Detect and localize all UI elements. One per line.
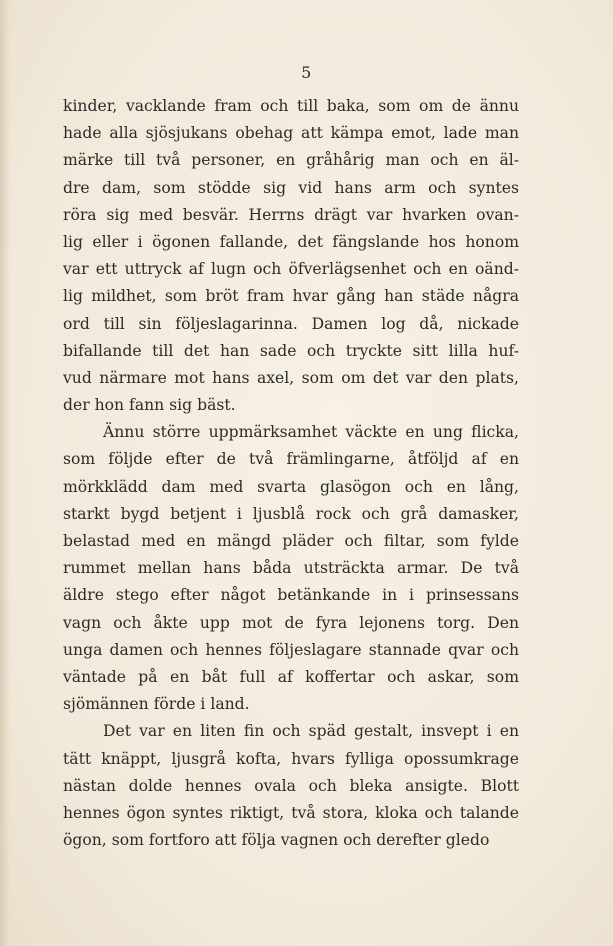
page-number: 5 (301, 63, 312, 82)
body-text (63, 93, 519, 854)
text-line: hennes ögon syntes riktigt, två stora, kloka och talande (63, 803, 519, 822)
text-line: vud närmare mot hans axel, som om det var den plats, (63, 368, 519, 387)
text-line: kinder, vacklande fram och till baka, som om de ännu (63, 97, 519, 115)
text-line: unga damen och hennes följeslagare stannade qvar och (63, 640, 519, 659)
paragraph (63, 718, 519, 854)
text-line: bifallande till det han sade och tryckte sitt lilla huf- (63, 341, 519, 360)
text-line: sjömännen förde i land. (63, 695, 250, 714)
text-line: lig eller i ögonen fallande, det fängslande hos honom (63, 232, 519, 251)
text-line: mörkklädd dam med svarta glasögon och en lång, (63, 477, 519, 496)
text-line: äldre stego efter något betänkande in i prinsessans (63, 586, 519, 605)
text-line: som följde efter de två främlingarne, åtföljd af en (63, 450, 519, 469)
paragraph (63, 419, 519, 718)
text-line: röra sig med besvär. Herrns drägt var hvarken ovan- (63, 205, 519, 224)
text-line: Det var en liten fin och späd gestalt, insvept i en (103, 722, 519, 741)
text-line: tätt knäppt, ljusgrå kofta, hvars fylliga opossumkrage (63, 749, 519, 768)
text-line: ögon, som fortforo att följa vagnen och derefter gledo (63, 831, 490, 850)
text-line: Ännu större uppmärksamhet väckte en ung flicka, (103, 423, 519, 442)
text-line: rummet mellan hans båda utsträckta armar. De två (63, 559, 519, 578)
text-line: der hon fann sig bäst. (63, 396, 236, 415)
text-line: dre dam, som stödde sig vid hans arm och syntes (63, 178, 519, 197)
text-line: väntade på en båt full af koffertar och askar, som (63, 667, 519, 686)
text-line: lig mildhet, som bröt fram hvar gång han städe några (63, 287, 519, 306)
text-line: ord till sin följeslagarinna. Damen log då, nickade (63, 314, 519, 333)
text-line: hade alla sjösjukans obehag att kämpa emot, lade man (63, 124, 519, 143)
paragraph (63, 93, 519, 419)
text-line: starkt bygd betjent i ljusblå rock och grå damasker, (63, 504, 519, 523)
text-line: var ett uttryck af lugn och öfverlägsenhet och en oänd- (63, 260, 519, 279)
page-edge-shadow (0, 0, 10, 946)
text-line: vagn och åkte upp mot de fyra lejonens torg. Den (63, 613, 519, 632)
text-line: nästan dolde hennes ovala och bleka ansigte. Blott (63, 776, 519, 795)
text-line: märke till två personer, en gråhårig man och en äl- (63, 151, 519, 170)
text-line: belastad med en mängd pläder och filtar, som fylde (63, 532, 519, 550)
